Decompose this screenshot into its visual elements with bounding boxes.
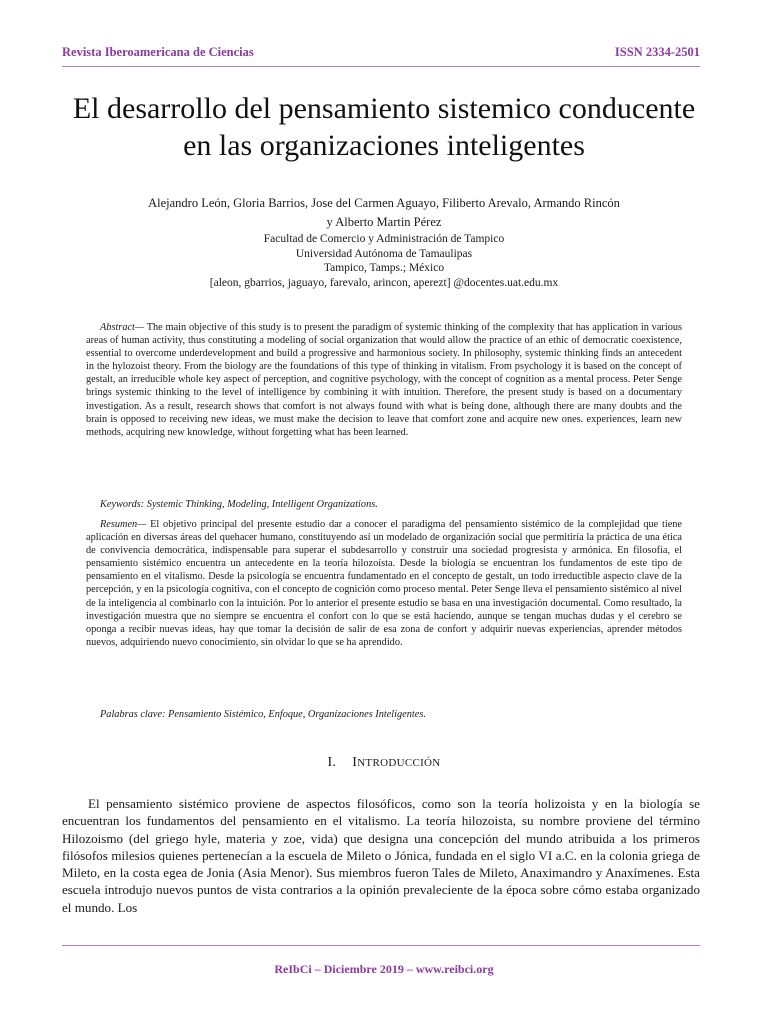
abstract-text: The main objective of this study is to present the paradigm of systemic thinking of the complexity that has application in various areas of human activity, thus constituting a modeling of social organization that would allow the practice of an ethic of democratic coexistence, essential to overcome underdevelopment and build a progressive and harmonious society. In philosophy, systemic thinking finds an antecedent in the hylozoist theory. From the biology are the foundations of this type of thinking in vitalism. From psychology it is based on the concept of gestalt, an irreducible whole key aspect of perception, and cognitive psychology, with the concept of cognition as a mental process. Peter Senge brings systemic thinking to the level of intelligence by combining it with intuition. Therefore, the present study is based on a documentary investigation. As a result, research shows that comfort is not always found with what is being done, although there are many doubts and the brain is opposed to receiving new ideas, we must make the decision to leave that comfort zone and acquire new ones. experiences, learn new methods, acquiring new knowledge, without forgetting what has been learned. <box>86 322 682 438</box>
body-paragraph: El pensamiento sistémico proviene de aspectos filosóficos, como son la teoría holizoista y en la biología se encuentran los fundamentos del pensamiento en el vitalismo. La teoría hilozoista, su nombre proviene del término Hilozoismo (del griego hyle, materia y zoe, vida) que designa una concepción del mundo atribuida a los primeros filósofos milesios quienes pertenecían a la escuela de Mileto o Jónica, fundada en el siglo VI a.C. en la colonia griega de Mileto, en la costa egea de Jonia (Asia Menor). Sus miembros fueron Tales de Mileto, Anaximandro y Anaxímenes. Esta escuela introdujo nuevos puntos de vista contrarios a la opinión prevaleciente de la época sobre cómo estaba organizado el mundo. Los <box>62 796 700 915</box>
affiliation <box>80 232 688 290</box>
abstract <box>86 321 682 439</box>
footer-rule <box>62 945 700 946</box>
paper-title <box>40 90 728 164</box>
resumen <box>86 518 682 649</box>
author-list <box>80 194 688 232</box>
affiliation-university: Universidad Autónoma de Tamaulipas <box>295 247 473 260</box>
title-line-1: El desarrollo del pensamiento sistemico conducente <box>72 92 696 125</box>
section-title-rest: NTRODUCCIÓN <box>357 757 441 769</box>
title-line-2: en las organizaciones inteligentes <box>183 129 585 162</box>
affiliation-emails: [aleon, gbarrios, jaguayo, farevalo, arincon, aperezt] @docentes.uat.edu.mx <box>209 276 559 289</box>
running-header <box>62 45 700 60</box>
issn: ISSN 2334-2501 <box>614 45 700 59</box>
abstract-label: Abstract— <box>100 322 145 333</box>
section-title-initial: I <box>352 755 358 770</box>
resumen-label: Resumen— <box>100 519 147 530</box>
journal-name: Revista Iberoamericana de Ciencias <box>62 45 254 59</box>
keywords: Keywords: Systemic Thinking, Modeling, Intelligent Organizations. <box>100 499 378 510</box>
palabras-clave: Palabras clave: Pensamiento Sistémico, Enfoque, Organizaciones Inteligentes. <box>100 709 426 720</box>
authors-line-2: y Alberto Martin Pérez <box>326 215 442 229</box>
section-number: I. <box>327 755 337 770</box>
running-footer: ReIbCi – Diciembre 2019 – www.reibci.org <box>274 962 494 976</box>
resumen-text: El objetivo principal del presente estudio dar a conocer el paradigma del pensamiento sistémico de la complejidad que tiene aplicación en diversas áreas del quehacer humano, constituyendo así un modelado de organización social que permitiría la práctica de una ética de convivencia democrática, indispensable para superar el subdesarrollo y construir una sociedad progresista y armónica. En filosofía, el pensamiento sistémico encuentra un antecedente en la teoría hilozoísta. Desde la biología se encuentran los fundamentos de este tipo de pensamiento en el vitalismo. Desde la psicología se encuentra fundamentado en el concepto de gestalt, un todo irreductible aspecto clave de la percepción, y en la psicología cognitiva, con el concepto de cognición como proceso mental. Peter Senge lleva el pensamiento sistémico al nivel de la inteligencia al combinarlo con la intuición. Por lo anterior el presente estudio se basa en una investigación documental. Como resultado, la investigación muestra que no siempre se encuentra el confort con lo que se está haciendo, aunque se tengan muchas dudas y el cerebro se oponga a recibir nuevas ideas, hay que tomar la decisión de salir de esa zona de confort y adquirir nuevas experiencias, aprender métodos nuevos, adquiriendo nuevo conocimiento, sin olvidar lo que se ha aprendido. <box>86 519 683 648</box>
header-rule <box>62 66 700 67</box>
authors-line-1: Alejandro León, Gloria Barrios, Jose del Carmen Aguayo, Filiberto Arevalo, Armando Rincón <box>148 196 620 210</box>
affiliation-city: Tampico, Tamps.; México <box>323 262 445 274</box>
section-heading <box>0 755 768 771</box>
affiliation-faculty: Facultad de Comercio y Administración de Tampico <box>263 233 505 245</box>
